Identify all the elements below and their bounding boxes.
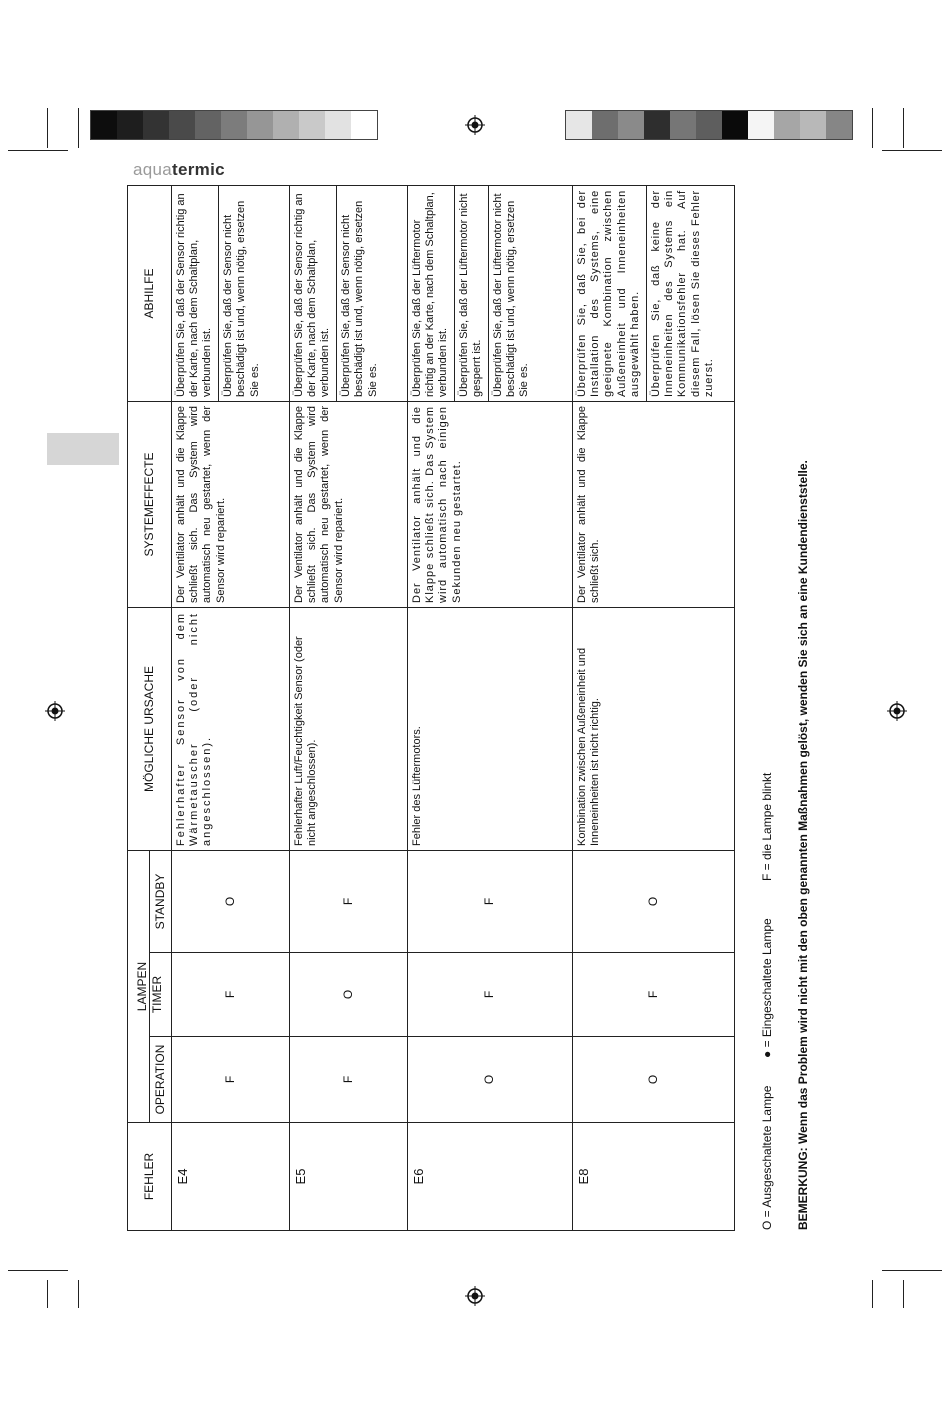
color-bar-right [565, 110, 853, 140]
color-swatch [774, 111, 800, 139]
color-swatch [618, 111, 644, 139]
system-effect-text: Der Ventilator anhält und die Klappe schließt sich. [572, 402, 734, 608]
lamp-standby: O [171, 851, 289, 953]
cause-text: Fehler des Lüftermotors. [407, 608, 572, 851]
header-abhilfe: ABHILFE [128, 186, 172, 402]
color-swatch [143, 111, 169, 139]
system-effect-text: Der Ventilator anhält und die Klappe schließt sich. Das System wird automatisch neu gestartet, wenn der Sensor wird repariert. [171, 402, 289, 608]
lamp-operation: O [407, 1037, 572, 1123]
crop-mark [8, 150, 68, 151]
crop-mark [872, 108, 873, 148]
remedy-cell [572, 186, 734, 402]
header-lampen-label: LAMPEN [134, 961, 149, 1012]
color-swatch [299, 111, 325, 139]
color-swatch [566, 111, 592, 139]
lamp-timer: O [289, 953, 407, 1037]
crop-mark [47, 108, 48, 148]
header-system: SYSTEMEFFECTE [128, 402, 172, 608]
cause-text: Kombination zwischen Außeneinheit und Inneneinheiten ist nicht richtig. [572, 608, 734, 851]
color-swatch [247, 111, 273, 139]
crop-mark [882, 150, 942, 151]
color-swatch [670, 111, 696, 139]
color-bar-left [90, 110, 378, 140]
lamp-operation: F [171, 1037, 289, 1123]
cause-text: Fehlerhafter Sensor von dem Wärmetauscher (oder nicht angeschlossen). [171, 608, 289, 851]
remedy-text: Überprüfen Sie, daß der Sensor nicht beschädigt ist und, wenn nötig, ersetzen Sie es. [336, 186, 383, 401]
remedy-text: Überprüfen Sie, daß der Sensor nicht beschädigt ist und, wenn nötig, ersetzen Sie es. [218, 186, 265, 401]
header-operation: OPERATION [150, 1037, 172, 1123]
lamp-standby: O [572, 851, 734, 953]
registration-mark-icon [887, 701, 907, 721]
table-row [407, 186, 572, 1231]
remedy-text: Überprüfen Sie, daß der Sensor richtig an der Karte, nach dem Schaltplan, verbunden ist. [292, 193, 332, 397]
color-swatch [722, 111, 748, 139]
system-effect-text: Der Ventilator anhält und die Klappe schließt sich. Das System wird automatisch nach einigen Sekunden neu gestartet. [407, 402, 572, 608]
lamp-timer: F [572, 953, 734, 1037]
color-swatch [696, 111, 722, 139]
lamp-standby: F [407, 851, 572, 953]
remark-note: BEMERKUNG: Wenn das Problem wird nicht mit den oben genannten Maßnahmen gelöst, wenden Sie sich an eine Kundendienststelle. [796, 460, 810, 1230]
crop-mark [78, 108, 79, 148]
header-timer: TIMER [150, 953, 172, 1037]
crop-mark [78, 1280, 79, 1308]
table-row [289, 186, 407, 1231]
crop-mark [47, 1280, 48, 1308]
header-fehler: FEHLER [128, 1123, 172, 1231]
lamp-operation: F [289, 1037, 407, 1123]
error-table-sheet [127, 186, 733, 1231]
color-swatch [826, 111, 852, 139]
color-swatch [748, 111, 774, 139]
remedy-text: Überprüfen Sie, daß der Lüftermotor nicht beschädigt ist und, wenn nötig, ersetzen Sie es. [488, 186, 535, 401]
color-swatch [644, 111, 670, 139]
brand-logo-part1: aqua [133, 160, 173, 179]
table-row [572, 186, 734, 1231]
color-swatch [117, 111, 143, 139]
legend-off: O = Ausgeschaltete Lampe [760, 1085, 774, 1230]
remedy-cell [289, 186, 407, 402]
brand-logo [133, 160, 225, 180]
side-tab [47, 433, 119, 465]
lamp-timer: F [171, 953, 289, 1037]
remedy-text: Überprüfen Sie, daß der Lüftermotor nicht gesperrt ist. [454, 186, 488, 401]
error-table [127, 185, 735, 1231]
brand-logo-part2: termic [172, 160, 225, 179]
remedy-text: Überprüfen Sie, daß der Lüftermotor richtig an der Karte, nach dem Schaltplan, verbunden ist. [410, 192, 450, 397]
color-swatch [195, 111, 221, 139]
crop-mark [903, 108, 904, 148]
remedy-text: Überprüfen Sie, daß der Sensor richtig an der Karte, nach dem Schaltplan, verbunden ist. [174, 193, 214, 397]
error-code: E5 [289, 1123, 407, 1231]
color-swatch [169, 111, 195, 139]
color-swatch [221, 111, 247, 139]
header-lampen [128, 851, 150, 1123]
crop-mark [882, 1270, 942, 1271]
header-ursache: MÖGLICHE URSACHE [128, 608, 172, 851]
crop-mark [903, 1280, 904, 1308]
legend-blink: F = die Lampe blinkt [760, 772, 774, 881]
color-swatch [273, 111, 299, 139]
lamp-operation: O [572, 1037, 734, 1123]
registration-mark-icon [465, 115, 485, 135]
cause-text: Fehlerhafter Luft/Feuchtigkeit Sensor (oder nicht angeschlossen). [289, 608, 407, 851]
remedy-text: Überprüfen Sie, daß Sie, bei der Installation des Systems, eine geeignete Kombination zwischen Außeneinheit und Inneneinheiten ausgewählt haben. [575, 190, 642, 397]
error-code: E8 [572, 1123, 734, 1231]
remedy-text: Überprüfen Sie, daß keine der Inneneinheiten des Systems ein Kommunikationsfehler hat. Auf diesem Fall, lösen Sie dieses Fehler zuerst. [646, 186, 720, 401]
crop-mark [8, 1270, 68, 1271]
lamp-timer: F [407, 953, 572, 1037]
color-swatch [800, 111, 826, 139]
color-swatch [592, 111, 618, 139]
remedy-cell [171, 186, 289, 402]
legend-on: ● = Eingeschaltete Lampe [760, 918, 774, 1058]
header-standby: STANDBY [150, 851, 172, 953]
system-effect-text: Der Ventilator anhält und die Klappe schließt sich. Das System wird automatisch neu gestartet, wenn der Sensor wird repariert. [289, 402, 407, 608]
remedy-cell [407, 186, 572, 402]
color-swatch [351, 111, 377, 139]
error-code: E6 [407, 1123, 572, 1231]
table-row [171, 186, 289, 1231]
crop-mark [872, 1280, 873, 1308]
color-swatch [325, 111, 351, 139]
registration-mark-icon [45, 701, 65, 721]
registration-mark-icon [465, 1286, 485, 1306]
lamp-standby: F [289, 851, 407, 953]
error-code: E4 [171, 1123, 289, 1231]
color-swatch [91, 111, 117, 139]
